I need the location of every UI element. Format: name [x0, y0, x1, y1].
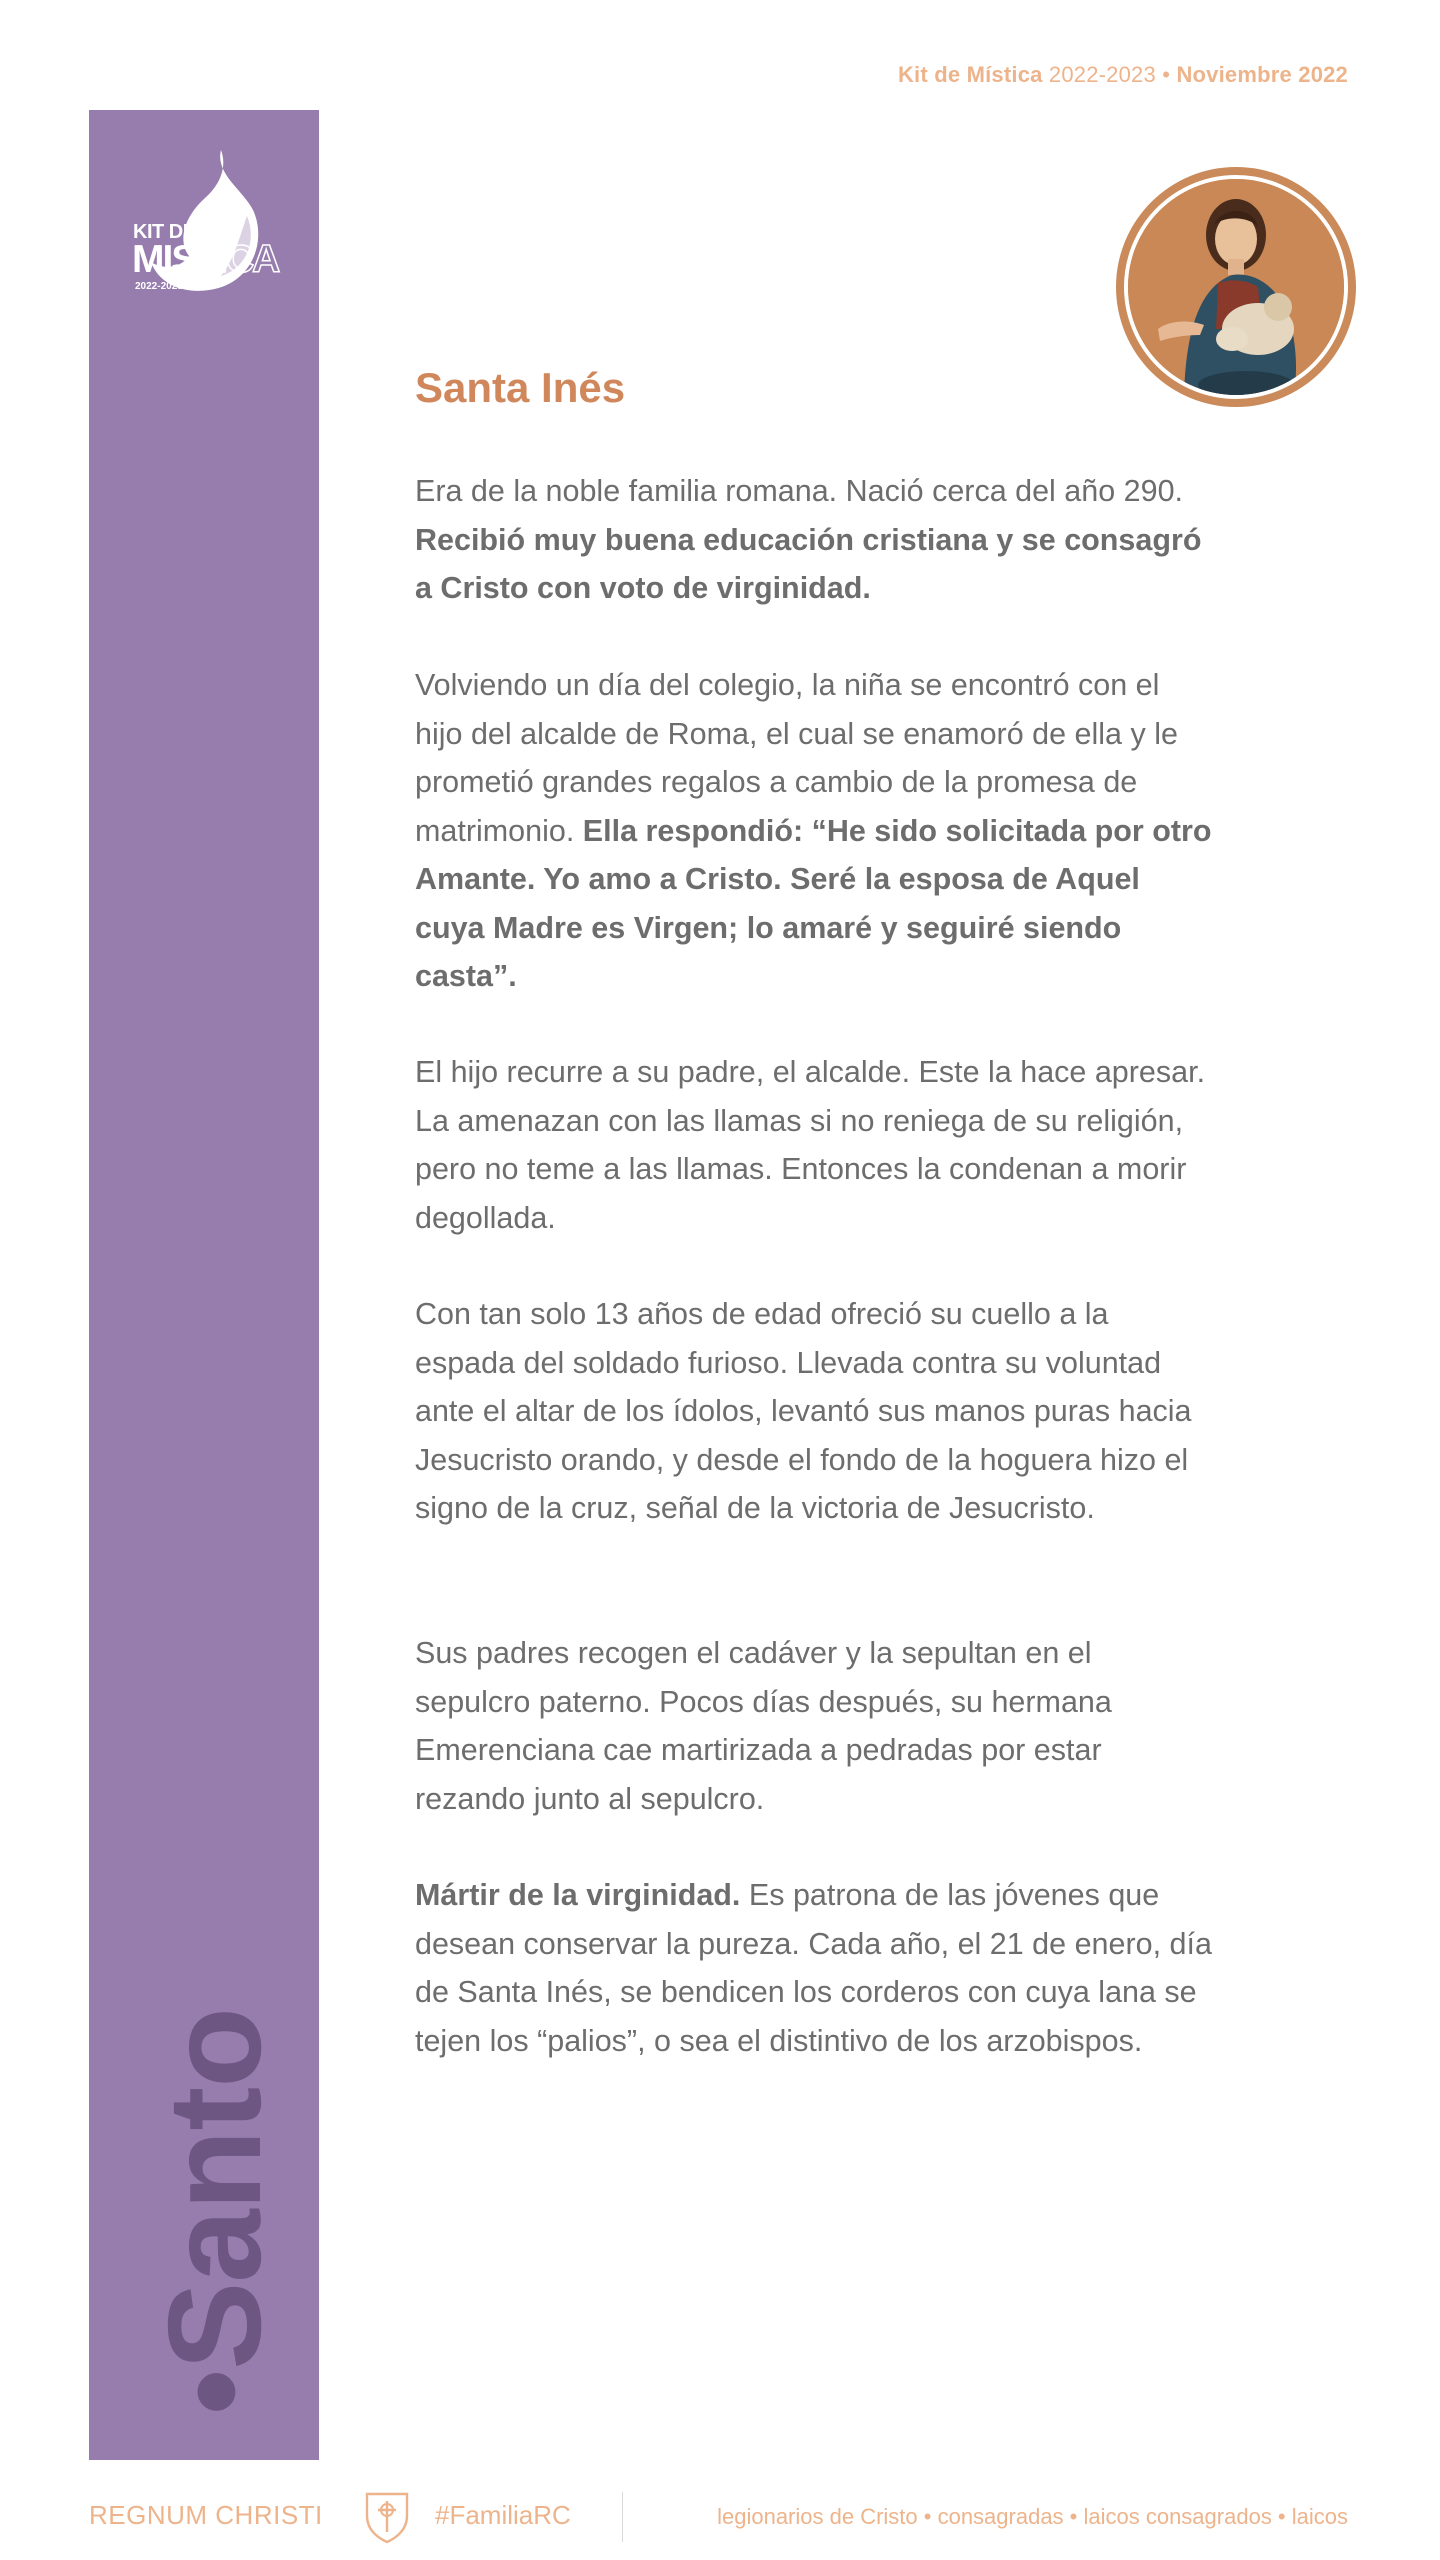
article-paragraph-3 [415, 1048, 1215, 1242]
header-kit-label: Kit de Mística [897, 62, 1043, 87]
logo-mistica-solid: MIS [132, 238, 196, 281]
paragraph-2-bold-quote: Ella respondió: “He sido solicitada por otro Amante. Yo amo a Cristo. Seré la esposa de Aquel cuya Madre es Virgen; lo amaré y seguiré siendo casta”. [415, 813, 1212, 993]
header-month: Noviembre 2022 [1176, 62, 1348, 87]
article-paragraph-6 [415, 1871, 1215, 2065]
paragraph-5-text: Sus padres recogen el cadáver y la sepultan en el sepulcro paterno. Pocos días después, su hermana Emerenciana cae martirizada a pedradas por estar rezando junto al sepulcro. [415, 1636, 1112, 1816]
paragraph-1-text: Era de la noble familia romana. Nació cerca del año 290. [415, 474, 1184, 508]
regnum-christi-emblem-icon [362, 2488, 412, 2544]
saint-agnes-painting-image [1128, 179, 1344, 395]
article-paragraph-1 [415, 467, 1215, 613]
article-paragraph-4 [415, 1290, 1215, 1533]
article-paragraph-2 [415, 661, 1215, 1001]
footer-brand: REGNUM CHRISTI [89, 2500, 323, 2530]
footer [89, 2488, 1348, 2544]
paragraph-3-text: El hijo recurre a su padre, el alcalde. Este la hace apresar. La amenazan con las llamas si no reniega de su religión, pero no teme a las llamas. Entonces la condenan a morir degollada. [415, 1055, 1206, 1235]
footer-hashtag: #FamiliaRC [435, 2500, 571, 2530]
header-kit-info [898, 62, 1348, 88]
flame-icon [123, 144, 283, 304]
paragraph-2-text: Volviendo un día del colegio, la niña se encontró con el hijo del alcalde de Roma, el cual se enamoró de ella y le prometió grandes regalos a cambio de la promesa de matrimonio. [415, 668, 1178, 848]
footer-divider [622, 2492, 623, 2542]
logo-years-text: 2022-2023 [135, 281, 183, 292]
sidebar-band [89, 110, 319, 2460]
header-years: 2022-2023 [1048, 62, 1156, 87]
category-vertical-word: •Santo [141, 2008, 288, 2415]
paragraph-6-text: Es patrona de las jóvenes que desean conservar la pureza. Cada año, el 21 de enero, día de Santa Inés, se bendicen los corderos con cuya lana se tejen los “palios”, o sea el distintivo de los arzobispos. [415, 1878, 1212, 2058]
paragraph-6-bold-text: Mártir de la virginidad. [415, 1878, 741, 1912]
kit-de-mistica-logo [123, 144, 283, 304]
header-separator: • [1162, 62, 1171, 87]
paragraph-4-text: Con tan solo 13 años de edad ofreció su cuello a la espada del soldado furioso. Llevada contra su voluntad ante el altar de los ídolos, levantó sus manos puras hacia Jesucristo orando, y desde el fondo de la hoguera hizo el signo de la cruz, señal de la victoria de Jesucristo. [415, 1297, 1192, 1525]
footer-tagline: legionarios de Cristo • consagradas • laicos consagrados • laicos [717, 2504, 1348, 2529]
article-title: Santa Inés [415, 364, 626, 411]
article-paragraph-5 [415, 1629, 1215, 1823]
saint-portrait [1116, 167, 1356, 407]
logo-kit-text: KIT DE [133, 221, 196, 243]
paragraph-1-bold-text: Recibió muy buena educación cristiana y se consagró a Cristo con voto de virginidad. [415, 522, 1202, 605]
